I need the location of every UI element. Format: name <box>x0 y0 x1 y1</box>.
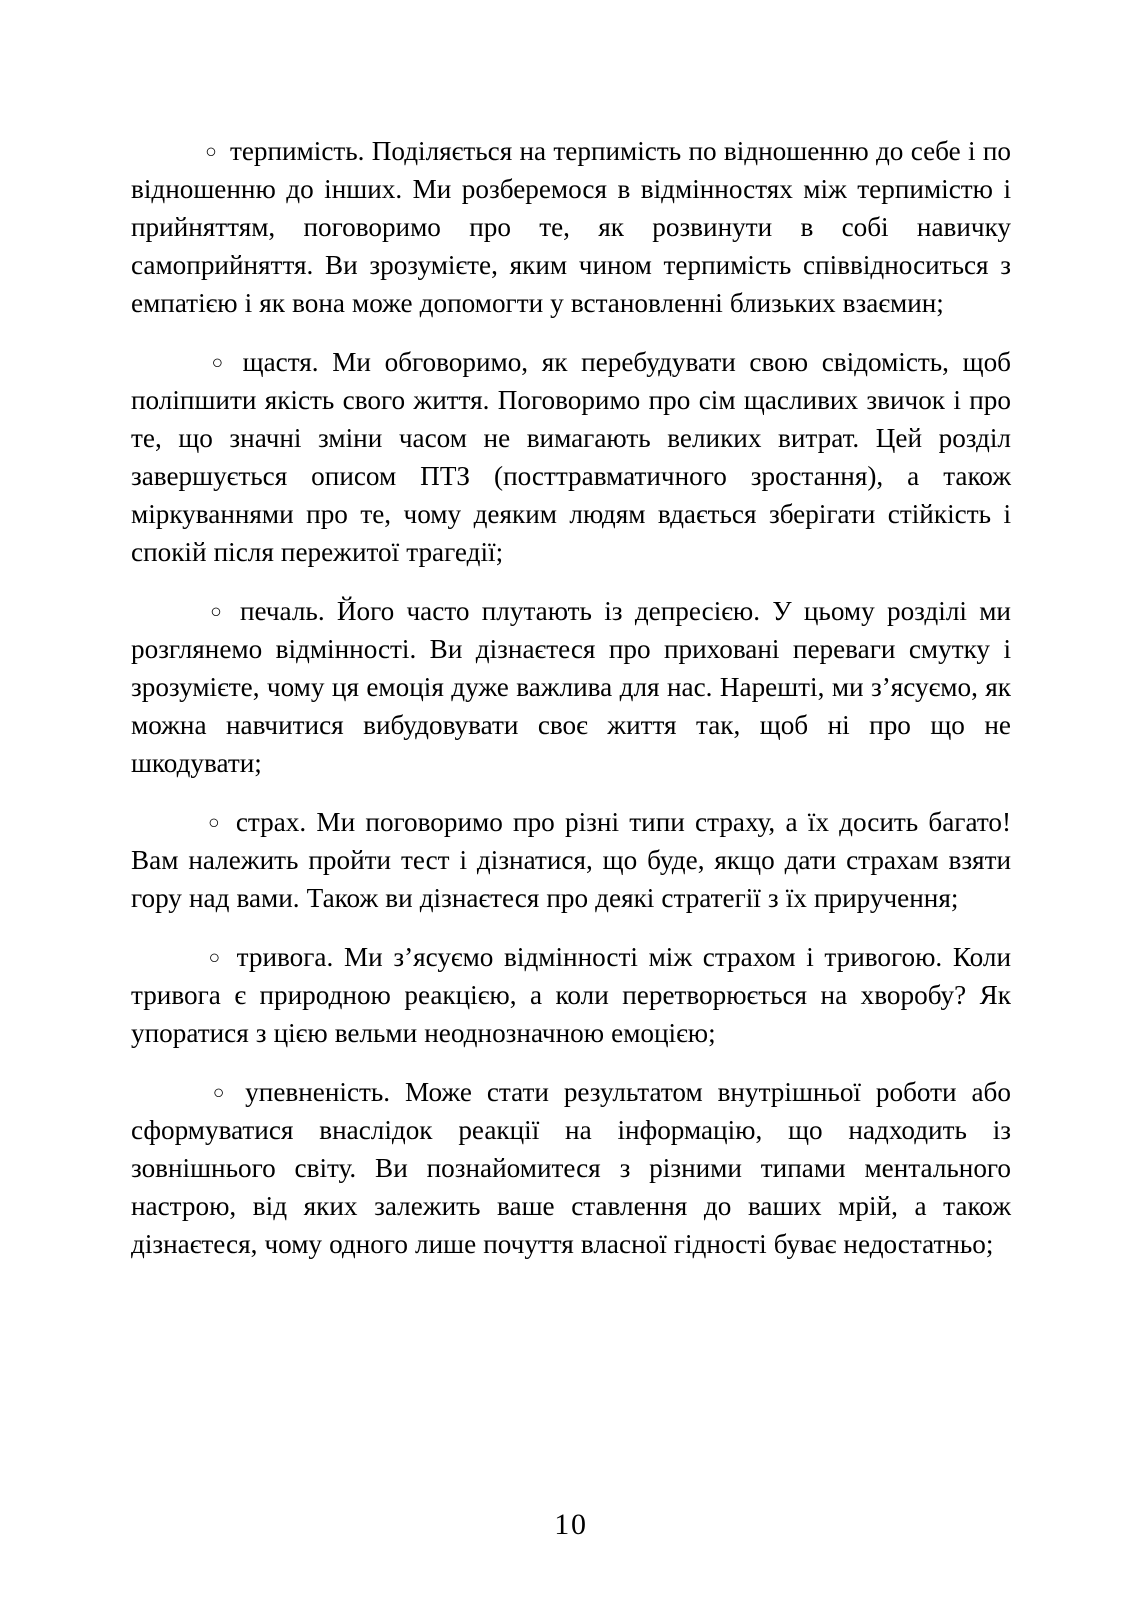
bullet-paragraph-text: упевненість. Може стати результатом внутрішньої роботи або сформуватися внаслідок реакції на інформацію, що надходить із зовнішнього світу. Ви познайомитеся з різними типами ментального настрою, від яких залежить ваше ставлення до ваших мрій, а також дізнаєтеся, чому одного лише почуття власної гідності буває недостатньо; <box>131 1077 1011 1259</box>
bullet-paragraph-text: щастя. Ми обговоримо, як перебудувати свою свідомість, щоб поліпшити якість свого життя. Поговоримо про сім щасливих звичок і про те, що значні зміни часом не вимагають великих витрат. Цей розділ завершується описом ПТЗ (посттравматичного зростання), а також міркуваннями про те, чому деяким людям вдається зберігати стійкість і спокій після пережитої трагедії; <box>131 347 1012 567</box>
body-text-column <box>131 132 1011 1263</box>
bullet-paragraph-text: тривога. Ми з’ясуємо відмінності між страхом і тривогою. Коли тривога є природною реакцією, а коли перетворюється на хворобу? Як упоратися з цією вельми неоднозначною емоцією; <box>131 942 1011 1048</box>
bullet-paragraph-tolerance <box>131 132 1011 322</box>
bullet-paragraph-sadness <box>131 592 1011 782</box>
bullet-paragraph-text: страх. Ми поговоримо про різні типи страху, а їх досить багато! Вам належить пройти тест і дізнатися, що буде, якщо дати страхам взяти гору над вами. Також ви дізнаєтеся про деякі стратегії з їх приручення; <box>131 807 1011 913</box>
bullet-paragraph-happiness <box>131 343 1011 571</box>
white-circle-bullet-icon: ○ <box>205 1082 233 1104</box>
bullet-paragraph-text: терпимість. Поділяється на терпимість по відношенню до себе і по відношенню до інших. Ми розберемося в відмінностях між терпимістю і прийняттям, поговоримо про те, як розвинути в собі навичку самоприйняття. Ви зрозумієте, яким чином терпимість співвідноситься з емпатією і як вона може допомогти у встановленні близьких взаємин; <box>131 136 1011 318</box>
bullet-paragraph-confidence <box>131 1073 1011 1263</box>
white-circle-bullet-icon: ○ <box>205 352 230 374</box>
bullet-paragraph-anxiety <box>131 938 1011 1052</box>
bullet-paragraph-text: печаль. Його часто плутають із депресією. У цьому розділі ми розглянемо відмінності. Ви дізнаєтеся про приховані переваги смутку і зрозумієте, чому ця емоція дуже важлива для нас. Нарешті, ми з’ясуємо, як можна навчитися вибудовувати своє життя так, щоб ні про що не шкодувати; <box>131 596 1011 778</box>
page-number: 10 <box>554 1508 588 1541</box>
white-circle-bullet-icon: ○ <box>205 601 227 623</box>
bullet-paragraph-fear <box>131 803 1011 917</box>
white-circle-bullet-icon: ○ <box>205 141 217 163</box>
white-circle-bullet-icon: ○ <box>205 947 224 969</box>
white-circle-bullet-icon: ○ <box>205 812 223 834</box>
